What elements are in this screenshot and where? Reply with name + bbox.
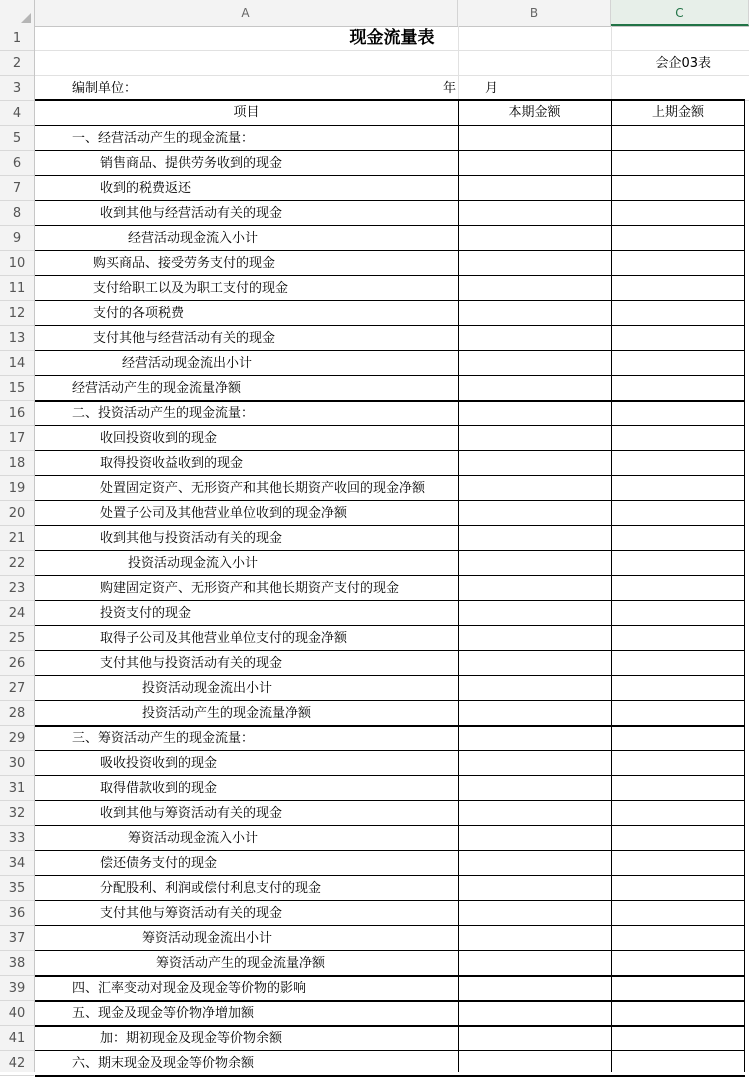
previous-amount-cell[interactable]	[611, 651, 745, 676]
previous-amount-cell[interactable]	[611, 576, 745, 601]
row-header[interactable]: 3	[0, 76, 34, 101]
row-header[interactable]: 15	[0, 376, 34, 401]
row-header[interactable]: 41	[0, 1026, 34, 1051]
row-label[interactable]: 二、投资活动产生的现金流量：	[72, 406, 255, 421]
current-amount-cell[interactable]	[458, 776, 611, 801]
row-label[interactable]: 经营活动产生的现金流量净额	[72, 381, 242, 396]
previous-amount-cell[interactable]	[611, 726, 745, 751]
previous-amount-cell[interactable]	[611, 851, 745, 876]
row-label[interactable]: 处置子公司及其他营业单位收到的现金净额	[100, 506, 348, 521]
cell-grid	[35, 26, 749, 1072]
row-header[interactable]: 12	[0, 301, 34, 326]
current-amount-cell[interactable]	[458, 1026, 611, 1051]
previous-amount-cell[interactable]	[611, 626, 745, 651]
select-all-corner[interactable]	[0, 0, 35, 26]
row-label[interactable]: 购建固定资产、无形资产和其他长期资产支付的现金	[100, 581, 400, 596]
sheet-title[interactable]: 现金流量表	[349, 28, 435, 48]
previous-amount-cell[interactable]	[611, 401, 745, 426]
row-header[interactable]: 8	[0, 201, 34, 226]
current-amount-cell[interactable]	[458, 726, 611, 751]
previous-amount-cell[interactable]	[611, 1026, 745, 1051]
row-label[interactable]: 取得投资收益收到的现金	[100, 456, 244, 471]
row-label[interactable]: 筹资活动现金流出小计	[142, 931, 273, 946]
row-header[interactable]: 14	[0, 351, 34, 376]
row-label[interactable]: 经营活动现金流出小计	[122, 356, 253, 371]
column-header-c[interactable]: C	[611, 0, 749, 26]
current-amount-cell[interactable]	[458, 976, 611, 1001]
column-header-bar	[0, 0, 749, 27]
current-amount-cell[interactable]	[458, 926, 611, 951]
previous-amount-cell[interactable]	[611, 476, 745, 501]
current-amount-cell[interactable]	[458, 1051, 611, 1076]
current-amount-cell[interactable]	[458, 601, 611, 626]
row-header[interactable]: 42	[0, 1051, 34, 1076]
row-label[interactable]: 投资活动现金流入小计	[128, 556, 259, 571]
row-header[interactable]: 5	[0, 126, 34, 151]
current-amount-cell[interactable]	[458, 401, 611, 426]
row-label[interactable]: 处置固定资产、无形资产和其他长期资产收回的现金净额	[100, 481, 426, 496]
previous-amount-cell[interactable]	[611, 326, 745, 351]
select-all-triangle-icon	[21, 13, 31, 23]
current-amount-cell[interactable]	[458, 901, 611, 926]
row-header[interactable]: 29	[0, 726, 34, 751]
row-header[interactable]: 13	[0, 326, 34, 351]
current-amount-cell[interactable]	[458, 276, 611, 301]
previous-amount-cell[interactable]	[611, 601, 745, 626]
row-label[interactable]: 筹资活动产生的现金流量净额	[156, 956, 326, 971]
previous-amount-cell[interactable]	[611, 676, 745, 701]
current-amount-cell[interactable]	[458, 826, 611, 851]
current-amount-cell[interactable]	[458, 626, 611, 651]
row-label[interactable]: 收到其他与经营活动有关的现金	[100, 206, 283, 221]
row-label[interactable]: 购买商品、接受劳务支付的现金	[93, 256, 276, 271]
row-label[interactable]: 四、汇率变动对现金及现金等价物的影响	[72, 981, 307, 996]
row-header[interactable]: 36	[0, 901, 34, 926]
row-label[interactable]: 投资活动现金流出小计	[142, 681, 273, 696]
row-label[interactable]: 三、筹资活动产生的现金流量：	[72, 731, 255, 746]
row-label[interactable]: 加：期初现金及现金等价物余额	[100, 1031, 283, 1046]
row-header[interactable]: 37	[0, 926, 34, 951]
current-amount-cell[interactable]	[458, 951, 611, 976]
previous-amount-cell[interactable]	[611, 151, 745, 176]
row-header[interactable]: 27	[0, 676, 34, 701]
header-item[interactable]: 项目	[233, 105, 260, 120]
current-amount-cell[interactable]	[458, 676, 611, 701]
current-amount-cell[interactable]	[458, 501, 611, 526]
column-border	[611, 100, 612, 1072]
previous-amount-cell[interactable]	[611, 426, 745, 451]
previous-amount-cell[interactable]	[611, 701, 745, 726]
gridline	[35, 50, 749, 51]
row-header[interactable]: 22	[0, 551, 34, 576]
row-label[interactable]: 五、现金及现金等价物净增加额	[72, 1006, 255, 1021]
current-amount-cell[interactable]	[458, 126, 611, 151]
previous-amount-cell[interactable]	[611, 551, 745, 576]
current-amount-cell[interactable]	[458, 201, 611, 226]
row-header[interactable]: 6	[0, 151, 34, 176]
row-header[interactable]: 21	[0, 526, 34, 551]
previous-amount-cell[interactable]	[611, 901, 745, 926]
row-header[interactable]: 28	[0, 701, 34, 726]
row-label[interactable]: 支付给职工以及为职工支付的现金	[93, 281, 289, 296]
row-label[interactable]: 取得子公司及其他营业单位支付的现金净额	[100, 631, 348, 646]
row-label[interactable]: 取得借款收到的现金	[100, 781, 218, 796]
previous-amount-cell[interactable]	[611, 951, 745, 976]
previous-amount-cell[interactable]	[611, 501, 745, 526]
column-header-a[interactable]: A	[34, 0, 458, 26]
row-header[interactable]: 2	[0, 51, 34, 76]
row-header[interactable]: 35	[0, 876, 34, 901]
previous-amount-cell[interactable]	[611, 776, 745, 801]
year-label[interactable]: 年	[443, 81, 457, 96]
row-header[interactable]: 23	[0, 576, 34, 601]
current-amount-cell[interactable]	[458, 526, 611, 551]
current-amount-cell[interactable]	[458, 851, 611, 876]
table-right-border	[744, 100, 745, 1072]
previous-amount-cell[interactable]	[611, 101, 745, 126]
row-header[interactable]: 24	[0, 601, 34, 626]
row-label[interactable]: 收回投资收到的现金	[100, 431, 218, 446]
gridline	[458, 26, 459, 100]
current-amount-cell[interactable]	[458, 151, 611, 176]
current-amount-cell[interactable]	[458, 451, 611, 476]
compiler-label[interactable]: 编制单位：	[72, 81, 138, 96]
form-code[interactable]: 会企03表	[655, 56, 711, 71]
row-header[interactable]: 7	[0, 176, 34, 201]
previous-amount-cell[interactable]	[611, 876, 745, 901]
row-header[interactable]: 39	[0, 976, 34, 1001]
row-header[interactable]: 16	[0, 401, 34, 426]
row-label[interactable]: 收到的税费返还	[100, 181, 192, 196]
previous-amount-cell[interactable]	[611, 376, 745, 401]
previous-amount-cell[interactable]	[611, 251, 745, 276]
row-label[interactable]: 支付其他与投资活动有关的现金	[100, 656, 283, 671]
row-label[interactable]: 投资支付的现金	[100, 606, 192, 621]
row-label[interactable]: 偿还债务支付的现金	[100, 856, 218, 871]
row-header[interactable]: 38	[0, 951, 34, 976]
current-amount-cell[interactable]	[458, 1001, 611, 1026]
previous-amount-cell[interactable]	[611, 301, 745, 326]
current-amount-cell[interactable]	[458, 701, 611, 726]
row-label[interactable]: 收到其他与筹资活动有关的现金	[100, 806, 283, 821]
current-amount-cell[interactable]	[458, 476, 611, 501]
current-amount-cell[interactable]	[458, 801, 611, 826]
row-label[interactable]: 分配股利、利润或偿付利息支付的现金	[100, 881, 322, 896]
row-header[interactable]: 30	[0, 751, 34, 776]
previous-amount-cell[interactable]	[611, 751, 745, 776]
row-header[interactable]: 11	[0, 276, 34, 301]
previous-amount-cell[interactable]	[611, 201, 745, 226]
row-header[interactable]: 33	[0, 826, 34, 851]
row-header[interactable]: 26	[0, 651, 34, 676]
row-header[interactable]: 4	[0, 101, 34, 126]
previous-amount-cell[interactable]	[611, 176, 745, 201]
current-amount-cell[interactable]	[458, 651, 611, 676]
column-border	[458, 100, 459, 1072]
row-header[interactable]: 10	[0, 251, 34, 276]
previous-amount-cell[interactable]	[611, 526, 745, 551]
previous-amount-cell[interactable]	[611, 276, 745, 301]
row-header[interactable]: 18	[0, 451, 34, 476]
current-amount-cell[interactable]	[458, 576, 611, 601]
header-previous-amount[interactable]: 上期金额	[651, 105, 704, 120]
current-amount-cell[interactable]	[458, 376, 611, 401]
row-label[interactable]: 支付的各项税费	[93, 306, 185, 321]
current-amount-cell[interactable]	[458, 226, 611, 251]
current-amount-cell[interactable]	[458, 876, 611, 901]
row-header[interactable]: 17	[0, 426, 34, 451]
row-header[interactable]: 31	[0, 776, 34, 801]
previous-amount-cell[interactable]	[611, 351, 745, 376]
row-header[interactable]: 34	[0, 851, 34, 876]
row-header[interactable]: 20	[0, 501, 34, 526]
header-current-amount[interactable]: 本期金额	[508, 105, 561, 120]
current-amount-cell[interactable]	[458, 301, 611, 326]
current-amount-cell[interactable]	[458, 351, 611, 376]
row-header[interactable]: 1	[0, 26, 34, 51]
previous-amount-cell[interactable]	[611, 126, 745, 151]
row-header[interactable]: 40	[0, 1001, 34, 1026]
row-header[interactable]: 25	[0, 626, 34, 651]
row-label[interactable]: 支付其他与筹资活动有关的现金	[100, 906, 283, 921]
row-label[interactable]: 吸收投资收到的现金	[100, 756, 218, 771]
row-label[interactable]: 经营活动现金流入小计	[128, 231, 259, 246]
row-header[interactable]: 9	[0, 226, 34, 251]
previous-amount-cell[interactable]	[611, 226, 745, 251]
row-header-bar	[0, 26, 35, 1072]
row-header[interactable]: 19	[0, 476, 34, 501]
previous-amount-cell[interactable]	[611, 1051, 745, 1076]
row-label[interactable]: 六、期末现金及现金等价物余额	[72, 1056, 255, 1071]
row-label[interactable]: 支付其他与经营活动有关的现金	[93, 331, 276, 346]
row-label[interactable]: 一、经营活动产生的现金流量：	[72, 131, 255, 146]
previous-amount-cell[interactable]	[611, 826, 745, 851]
gridline	[35, 75, 749, 76]
row-label[interactable]: 销售商品、提供劳务收到的现金	[100, 156, 283, 171]
row-label[interactable]: 收到其他与投资活动有关的现金	[100, 531, 283, 546]
gridline	[611, 26, 612, 100]
current-amount-cell[interactable]	[458, 751, 611, 776]
current-amount-cell[interactable]	[458, 426, 611, 451]
current-amount-cell[interactable]	[458, 251, 611, 276]
previous-amount-cell[interactable]	[611, 926, 745, 951]
column-header-b[interactable]: B	[458, 0, 611, 26]
previous-amount-cell[interactable]	[611, 451, 745, 476]
previous-amount-cell[interactable]	[611, 976, 745, 1001]
previous-amount-cell[interactable]	[611, 1001, 745, 1026]
row-label[interactable]: 投资活动产生的现金流量净额	[142, 706, 312, 721]
current-amount-cell[interactable]	[458, 551, 611, 576]
current-amount-cell[interactable]	[458, 101, 611, 126]
row-label[interactable]: 筹资活动现金流入小计	[128, 831, 259, 846]
previous-amount-cell[interactable]	[611, 801, 745, 826]
current-amount-cell[interactable]	[458, 326, 611, 351]
month-label[interactable]: 月	[485, 81, 499, 96]
current-amount-cell[interactable]	[458, 176, 611, 201]
row-header[interactable]: 32	[0, 801, 34, 826]
